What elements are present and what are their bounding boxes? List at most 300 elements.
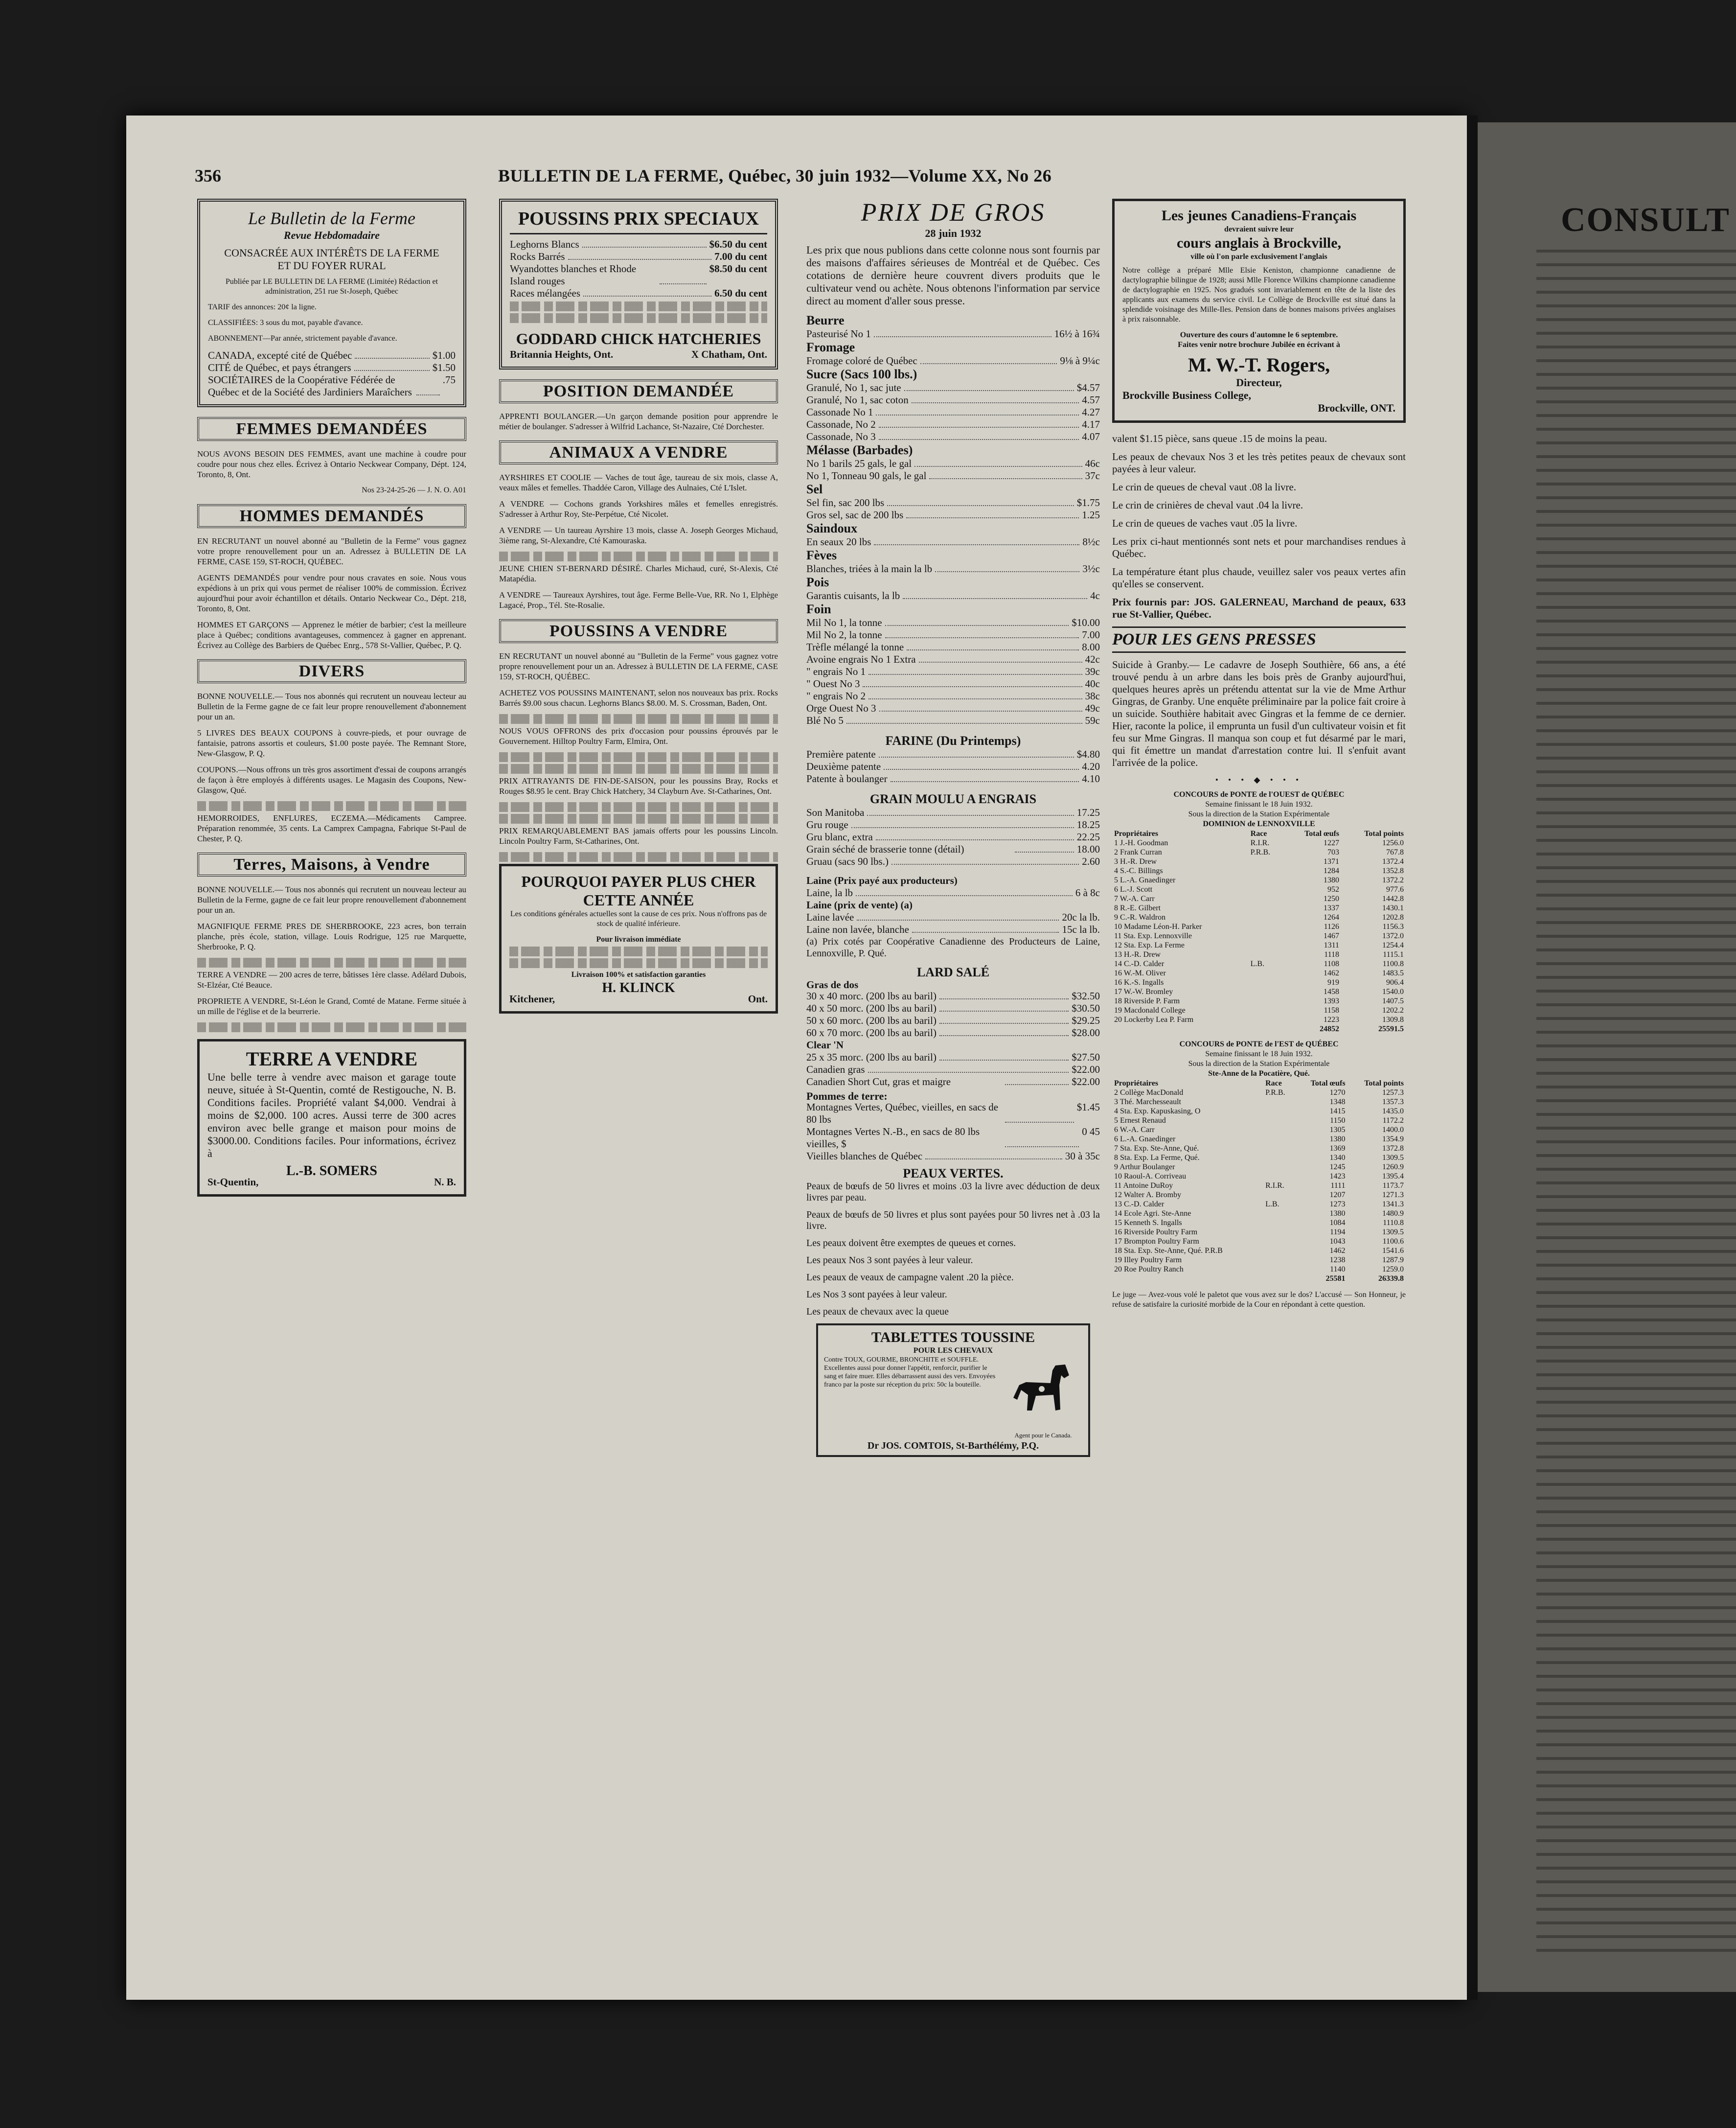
table-row [1112, 1181, 1406, 1190]
table-cell [1263, 1227, 1295, 1237]
masthead-classifiees: CLASSIFIÉES: 3 sous du mot, payable d'avance. [208, 319, 363, 327]
table-row [1112, 1134, 1406, 1144]
table-cell: Race [1250, 830, 1267, 838]
table-cell [1263, 1134, 1295, 1144]
table-row [1112, 996, 1406, 1006]
table-cell: 1115.1 [1383, 950, 1404, 959]
classified-ad: AGENTS DEMANDÉS pour vendre pour nous cravates en soie. Nous vous expédions à un prix qui vous permet de réaliser 100% de commission. Écrivez aujourd'hui pour avoir échantillon et détails. Ontario Neckwear Co., Dépt. 218, Toronto, 8, Ont. [197, 573, 466, 613]
price-row: Gros sel, sac de 200 lbs 1.25 [806, 509, 1100, 521]
masthead-name: Le Bulletin de la Ferme [248, 208, 415, 228]
table-cell [1263, 1097, 1295, 1107]
section-heading-animaux: ANIMAUX A VENDRE [499, 440, 778, 464]
table-cell: 1458 [1324, 988, 1340, 996]
price-row: " engrais No 1 39c [806, 666, 1100, 677]
table-cell: L.B. [1250, 960, 1265, 968]
table-cell: 20 Lockerby Lea P. Farm [1114, 1016, 1194, 1024]
table-row [1112, 857, 1406, 866]
table-cell: P.R.B. [1250, 848, 1271, 856]
ad-body: Les conditions générales actuelles sont la cause de ces prix. Nous n'offrons pas de stock de qualité inférieure. [510, 910, 767, 928]
table-cell [1263, 1153, 1295, 1162]
table-row [1112, 1190, 1406, 1200]
table-cell: 1357.3 [1382, 1098, 1404, 1106]
table-row [1112, 1172, 1406, 1181]
price-row: Mil No 2, la tonne 7.00 [806, 629, 1100, 641]
table-cell: 5 L.-A. Gnaedinger [1114, 876, 1176, 884]
table-cell: 1100.8 [1382, 960, 1404, 968]
column-2 [499, 199, 778, 1023]
table-cell [1249, 978, 1284, 987]
table-cell [1249, 894, 1284, 903]
price-group: Beurre Pasteurisé No 1 16½ à 16¾ [806, 313, 1100, 340]
table-row [1112, 922, 1406, 931]
table-cell [1263, 1172, 1295, 1181]
illegible-text [499, 714, 778, 724]
illegible-text [1536, 250, 1736, 1963]
table-cell: 1284 [1324, 867, 1340, 875]
table-cell: 1223 [1324, 1016, 1340, 1024]
lard-sub: Gras de dos [806, 979, 859, 991]
table-cell: 1483.5 [1382, 969, 1404, 977]
table-cell [1263, 1246, 1295, 1255]
classified-ad: EN RECRUTANT un nouvel abonné au "Bulletin de la Ferme" vous gagnez votre propre renouvellement pour un an. Adressez à BULLETIN DE LA FERME, CASE 159, ST-ROCH, QUÉBEC. [197, 536, 466, 566]
classified-ad: HEMORROIDES, ENFLURES, ECZEMA.—Médicaments Campree. Préparation renommée, 35 cents. La Camprex Campagna, Fabrique St-Paul de Chester, P. Q. [197, 813, 466, 843]
section-heading-position: POSITION DEMANDÉE [499, 379, 778, 403]
concours-ouest-title: CONCOURS de PONTE de l'OUEST de QUÉBEC [1173, 790, 1345, 799]
table-cell: 9 C.-R. Waldron [1114, 913, 1166, 922]
table-cell [1249, 857, 1284, 866]
classified-ad: 5 LIVRES DES BEAUX COUPONS à couvre-pieds, et pour ouvrage de fantaisie, patrons assortis et couleurs, $1.00 poste payée. The Remnant Store, New-Glasgow, P. Q. [197, 728, 466, 758]
illegible-text [509, 958, 768, 968]
ad-line4: ville où l'on parle exclusivement l'anglais [1190, 253, 1327, 261]
price-row: Mil No 1, la tonne $10.00 [806, 617, 1100, 628]
price-row: " Ouest No 3 40c [806, 678, 1100, 690]
table-cell [1263, 1162, 1295, 1172]
price-row: En seaux 20 lbs 8½c [806, 536, 1100, 548]
table-row [1112, 1116, 1406, 1125]
classified-ad: COUPONS.—Nous offrons un très gros assortiment d'essai de coupons arrangés de façon à être employés à différents usages. Le Magasin des Coupons, New-Glasgow, Qué. [197, 765, 466, 795]
table-cell: 3 Thé. Marchesseault [1114, 1098, 1181, 1106]
ad-sub: Pour livraison immédiate [596, 935, 681, 944]
price-row: 40 x 50 morc. (200 lbs au baril) $30.50 [806, 1002, 1100, 1014]
table-cell: Total points [1364, 1079, 1404, 1087]
table-cell: 2 Frank Curran [1114, 848, 1162, 856]
table-cell [1249, 885, 1284, 894]
classified-ad: TERRE A VENDRE — 200 acres de terre, bâtisses 1ère classe. Adélard Dubois, St-Elzéar, Cté Beauce. [197, 970, 466, 990]
poussins-prix-speciaux-ad [499, 199, 778, 370]
table-cell [1263, 1265, 1295, 1274]
price-group: Mélasse (Barbades) No 1 barils 25 gals, le gal 46c No 1, Tonneau 90 gals, le gal 37c [806, 443, 1100, 482]
price-row: Son Manitoba 17.25 [806, 807, 1100, 818]
table-cell: 1340 [1329, 1154, 1346, 1162]
table-cell: 1348 [1329, 1098, 1346, 1106]
table-cell: 1372.0 [1382, 932, 1404, 940]
gens-presses-text: Suicide à Granby.— Le cadavre de Joseph Southière, 66 ans, a été trouvé pendu à un arbre dans les bois près de Granby aujourd'hui, quelques heures après un prétendu attentat sur la vie de Mme Arthur Gingras, de Granby. Une enquête préliminaire par la police fait croire à un suicide. Southière habitait avec Gingras et la femme de ce dernier. Hier, raconte la police, il emprunta un fusil d'un cultivateur voisin et fit feu sur Mme Gingras. Il manqua son coup et fut désarmé par le mari, qui fit émettre un mandat d'arrestation contre lui. Il s'enfuit avant l'arrivée de la police. [1112, 659, 1406, 768]
table-cell: P.R.B. [1265, 1088, 1285, 1097]
table-cell: 1309.5 [1382, 1154, 1404, 1162]
table-row [1112, 1265, 1406, 1274]
table-cell: 1337 [1324, 904, 1340, 912]
adjacent-page [1478, 122, 1736, 1992]
table-row [1112, 1162, 1406, 1172]
classified-ad: HOMMES ET GARÇONS — Apprenez le métier de barbier; c'est la meilleure place à Québec; conditions avantageuses, commencez à gagner en apprenant. Écrivez au Collège des Barbiers de Québec Enrg., 578 St-Vallier, Québec, P. Q. [197, 620, 466, 650]
section-heading-terres: Terres, Maisons, à Vendre [197, 853, 466, 877]
table-cell: 6 L.-A. Gnaedinger [1114, 1135, 1176, 1143]
table-cell: R.I.R. [1265, 1181, 1284, 1190]
concours-est-title: CONCOURS de PONTE de l'EST de QUÉBEC [1179, 1040, 1339, 1048]
concours-est-sub: Sous la direction de la Station Expérimentale [1188, 1060, 1330, 1068]
table-cell: 1273 [1329, 1200, 1346, 1208]
table-cell: 1480.9 [1382, 1209, 1404, 1218]
table-cell: 12 Sta. Exp. La Ferme [1114, 941, 1185, 949]
ad-note: Livraison 100% et satisfaction garanties [571, 971, 706, 979]
ad-sub: POUR LES CHEVAUX [913, 1346, 993, 1355]
classified-ad: AYRSHIRES ET COOLIE — Vaches de tout âge, taureau de six mois, classe A, veaux mâles et femelles. Thaddée Caron, Village des Aulnaies, Cté L'Islet. [499, 473, 778, 492]
table-cell [1263, 1125, 1295, 1134]
illegible-text [499, 764, 778, 774]
price-row: Gru blanc, extra 22.25 [806, 831, 1100, 843]
table-cell: 4 Sta. Exp. Kapuskasing, O [1114, 1107, 1201, 1115]
ad-line3: cours anglais à Brockville, [1176, 235, 1342, 251]
classified-ad: BONNE NOUVELLE.— Tous nos abonnés qui recrutent un nouveau lecteur au Bulletin de la Ferme, gagne de ce fait leur propre renouvellement d'abonnement pour un an. [197, 885, 466, 915]
table-row [1112, 1227, 1406, 1237]
illegible-text [197, 801, 466, 811]
table-cell: 11 Sta. Exp. Lennoxville [1114, 932, 1192, 940]
table-cell: 14 C.-D. Calder [1114, 960, 1165, 968]
ad-heading: POURQUOI PAYER PLUS CHER CETTE ANNÉE [521, 873, 756, 909]
table-cell: 1400.0 [1382, 1126, 1404, 1134]
table-cell: 1305 [1329, 1126, 1346, 1134]
table-row [1112, 1246, 1406, 1255]
table-cell: 1110.8 [1383, 1219, 1404, 1227]
price-row: Gruau (sacs 90 lbs.) 2.60 [806, 856, 1100, 867]
table-cell: 16 K.-S. Ingalls [1114, 978, 1164, 987]
table-cell: 1111 [1330, 1181, 1346, 1190]
table-cell: 6 L.-J. Scott [1114, 885, 1153, 894]
table-row [1112, 950, 1406, 959]
ad-city: Brockville, ONT. [1318, 402, 1395, 414]
masthead-subtitle: Revue Hebdomadaire [283, 229, 380, 241]
ad-brochure: Faites venir notre brochure Jubilée en écrivant à [1178, 341, 1340, 349]
table-cell: 1194 [1330, 1228, 1346, 1236]
table-row [1112, 894, 1406, 903]
concours-ouest-table [1112, 829, 1406, 1034]
prix-de-gros-intro: Les prix que nous publions dans cette colonne nous sont fournis par des maisons d'affaires sérieuses de Montréal et de Québec. Ces cotations de dernière heure couvrent divers produits que le cultivateur vend ou achète. Nous obtenons l'information par service direct au moment d'aller sous presse. [806, 244, 1100, 307]
table-cell: 1423 [1329, 1172, 1346, 1180]
table-cell: 7 W.-A. Carr [1114, 895, 1155, 903]
masthead-abonnement: ABONNEMENT—Par année, strictement payable d'avance. [208, 334, 397, 343]
table-cell: 15 Kenneth S. Ingalls [1114, 1219, 1182, 1227]
price-row: Laine non lavée, blanche 15c la lb. [806, 924, 1100, 935]
page-gutter [1467, 116, 1478, 2000]
masthead-motto: CONSACRÉE AUX INTÉRÊTS DE LA FERME ET DU FOYER RURAL [224, 247, 439, 272]
classified-ad: PRIX REMARQUABLEMENT BAS jamais offerts pour les poussins Lincoln. Lincoln Poultry Farm, St-Catharines, Ont. [499, 826, 778, 846]
table-cell: 25591.5 [1378, 1025, 1404, 1033]
table-cell: 16 Riverside Poultry Farm [1114, 1228, 1198, 1236]
table-row [1112, 1153, 1406, 1162]
table-row [1112, 913, 1406, 922]
price-row: Première patente $4.80 [806, 748, 1100, 760]
table-cell: 977.6 [1386, 885, 1404, 894]
masthead-tarif: TARIF des annonces: 20¢ la ligne. [208, 303, 317, 311]
table-cell: 1371 [1324, 857, 1340, 866]
illegible-text [499, 852, 778, 862]
table-row [1112, 1015, 1406, 1024]
table-cell: 1202.8 [1382, 913, 1404, 922]
classified-ad: EN RECRUTANT un nouvel abonné au "Bulletin de la Ferme" vous gagnez votre propre renouvellement pour un an. Adressez à BULLETIN DE LA FERME, CASE 159, ST-ROCH, QUÉBEC. [499, 651, 778, 681]
table-cell: 1287.9 [1382, 1256, 1404, 1264]
table-cell: 2 Collège MacDonald [1114, 1088, 1184, 1097]
horse-icon [1006, 1356, 1080, 1429]
table-cell: 1380 [1324, 876, 1340, 884]
table-cell: 19 Macdonald College [1114, 1006, 1186, 1015]
page-header [126, 165, 1467, 190]
table-cell: 1435.0 [1382, 1107, 1404, 1115]
classified-ad: NOUS VOUS OFFRONS des prix d'occasion pour poussins éprouvés par le Gouvernement. Hilltop Poultry Farm, Elmira, Ont. [499, 726, 778, 746]
table-cell: 1173.7 [1382, 1181, 1404, 1190]
table-row [1112, 866, 1406, 876]
table-cell: Total œufs [1310, 1079, 1346, 1087]
table-cell: Total œufs [1304, 830, 1340, 838]
concours-ouest-sub: Semaine finissant le 18 Juin 1932. [1205, 800, 1313, 809]
price-group: Saindoux En seaux 20 lbs 8½c [806, 521, 1100, 548]
price-row: SOCIÉTAIRES de la Coopérative Fédérée de Québec et de la Société des Jardiniers Maraîchers .75 [208, 374, 456, 398]
price-row: 60 x 70 morc. (200 lbs au baril) $28.00 [806, 1027, 1100, 1039]
table-cell: 1462 [1329, 1247, 1346, 1255]
classified-ad: BONNE NOUVELLE.— Tous nos abonnés qui recrutent un nouveau lecteur au Bulletin de la Ferme gagne de ce fait leur propre renouvellement d'abonnement pour un an. [197, 692, 466, 721]
table-row [1112, 1200, 1406, 1209]
ad-role: Directeur, [1236, 376, 1282, 389]
price-row: Wyandottes blanches et Rhode Island rouges $8.50 du cent [510, 263, 767, 287]
price-row: Laine (prix de vente) (a) [806, 899, 913, 911]
price-row: Blanches, triées à la main la lb 3½c [806, 563, 1100, 575]
table-cell: 1380 [1329, 1209, 1346, 1218]
table-header-row [1112, 829, 1406, 838]
brockville-ad [1112, 199, 1406, 423]
klinck-ad [499, 864, 778, 1014]
table-cell [1263, 1209, 1295, 1218]
table-row [1112, 876, 1406, 885]
ad-brand: GODDARD CHICK HATCHERIES [516, 330, 761, 347]
table-cell [1263, 1274, 1295, 1283]
table-cell: 1541.6 [1382, 1247, 1404, 1255]
table-cell [1249, 903, 1284, 913]
table-cell: 1100.6 [1382, 1237, 1404, 1246]
table-cell [1249, 1006, 1284, 1015]
table-cell: 3 H.-R. Drew [1114, 857, 1157, 866]
price-row: Trèfle mélangé la tonne 8.00 [806, 641, 1100, 653]
table-cell [1249, 1015, 1284, 1024]
table-cell: 1393 [1324, 997, 1340, 1005]
table-cell: 19 Illey Poultry Farm [1114, 1256, 1182, 1264]
table-cell: 1430.1 [1382, 904, 1404, 912]
price-row: 50 x 60 morc. (200 lbs au baril) $29.25 [806, 1015, 1100, 1026]
farine-heading: FARINE (Du Printemps) [885, 734, 1021, 748]
ad-heading: POUSSINS PRIX SPECIAUX [510, 208, 767, 234]
price-row: Avoine engrais No 1 Extra 42c [806, 653, 1100, 665]
table-cell [1263, 1107, 1295, 1116]
table-cell [1249, 922, 1284, 931]
table-cell: 13 H.-R. Drew [1114, 950, 1161, 959]
laine-section [806, 875, 1100, 959]
table-cell: 16 W.-M. Oliver [1114, 969, 1166, 977]
table-cell: 1352.8 [1382, 867, 1404, 875]
table-cell [1263, 1116, 1295, 1125]
table-cell: 1372.8 [1382, 1144, 1404, 1153]
table-row [1112, 1209, 1406, 1218]
ad-name: M. W.-T. Rogers, [1188, 354, 1330, 376]
classified-ad: ACHETEZ VOS POUSSINS MAINTENANT, selon nos nouveaux bas prix. Rocks Barrés $9.00 sous chacun. Leghorns Blancs $8.00. M. S. Crossman, Baden, Ont. [499, 688, 778, 708]
table-cell: 1372.2 [1382, 876, 1404, 884]
table-cell [1249, 987, 1284, 996]
table-row [1112, 978, 1406, 987]
page-number: 356 [195, 166, 221, 185]
table-cell: 1227 [1324, 839, 1340, 847]
table-row [1112, 848, 1406, 857]
table-cell: 1250 [1324, 895, 1340, 903]
masthead-publisher: Publiée par LE BULLETIN DE LA FERME (Limitée) Rédaction et administration, 251 rue St-Joseph, Québec [225, 278, 438, 296]
table-cell: 7 Sta. Exp. Ste-Anne, Qué. [1114, 1144, 1199, 1153]
prix-de-gros-title: PRIX DE GROS [861, 199, 1046, 227]
table-cell: 1156.3 [1382, 923, 1404, 931]
price-row: " engrais No 2 38c [806, 690, 1100, 702]
table-cell: 1126 [1324, 923, 1340, 931]
table-cell [1249, 941, 1284, 950]
price-row: CANADA, excepté cité de Québec $1.00 [208, 349, 456, 361]
price-row: Cassonade, No 3 4.07 [806, 431, 1100, 442]
table-cell: 17 Brompton Poultry Farm [1114, 1237, 1199, 1246]
table-row [1112, 1107, 1406, 1116]
table-row [1112, 1144, 1406, 1153]
table-cell: Propriétaires [1114, 1079, 1159, 1087]
prix-de-gros-date: 28 juin 1932 [925, 227, 982, 239]
table-cell: 1380 [1329, 1135, 1346, 1143]
price-group: Fèves Blanches, triées à la main la lb 3½c [806, 548, 1100, 575]
table-cell: 1 J.-H. Goodman [1114, 839, 1168, 847]
concours-est-sub: Ste-Anne de la Pocatière, Qué. [1208, 1069, 1310, 1078]
table-cell: 1158 [1324, 1006, 1340, 1015]
table-cell: 1118 [1324, 950, 1340, 959]
table-row [1112, 941, 1406, 950]
concours-ouest-sub: Sous la direction de la Station Expérimentale [1188, 810, 1330, 818]
table-cell: 1150 [1330, 1116, 1346, 1125]
table-row [1112, 1237, 1406, 1246]
pommes-heading: Pommes de terre: [806, 1090, 888, 1102]
classified-ad: PRIX ATTRAYANTS DE FIN-DE-SAISON, pour les poussins Bray, Rocks et Rouges $8.95 le cent. Bray Chick Hatchery, 34 Clayburn Ave. St-Catharines, Ont. [499, 776, 778, 796]
table-cell: 26339.8 [1378, 1274, 1404, 1283]
peaux-text: Peaux de bœufs de 50 livres et moins .03 la livre avec déduction de deux livres par peau. Peaux de bœufs de 50 livres et plus sont payées pour 50 livres net à .03 la livre. Les peaux doivent être exemptes de queues et cornes. Les peaux Nos 3 sont payées à leur valeur. Les peaux de veaux de campagne valent .20 la pièce. Les Nos 3 sont payées à leur valeur. Les peaux de chevaux avec la queue [806, 1181, 1100, 1317]
illegible-text [197, 1022, 466, 1032]
table-cell: 1254.4 [1382, 941, 1404, 949]
table-cell: 1372.4 [1382, 857, 1404, 866]
joke-text: Le juge — Avez-vous volé le paletot que vous avez sur le dos? L'accusé — Son Honneur, je refuse de satisfaire la curiosité morbide de la Cour en répondant à cette question. [1112, 1291, 1406, 1309]
price-row: Clear 'N [806, 1039, 844, 1051]
table-cell: 1172.2 [1382, 1116, 1404, 1125]
price-row: Blé No 5 59c [806, 715, 1100, 726]
classified-ad: A VENDRE — Taureaux Ayrshires, tout âge. Ferme Belle-Vue, RR. No 1, Elphège Lagacé, Prop., Tél. Ste-Rosalie. [499, 590, 778, 610]
ad-body: Notre collège a préparé Mlle Elsie Keniston, championne canadienne de dactylographie bilingue de 1928; aussi Mlle Florence Wilkins championne canadienne de dactylographie en 1925. Nos gradués sont invariablement en tête de la liste des applicants aux examens du service civil. Le Collège de Brockville est situé dans la splendide voisinage des Mille-Iles. Pension dans de bonnes maisons privées anglaises à prix raisonnable. [1122, 266, 1395, 324]
section-heading-poussins: POUSSINS A VENDRE [499, 619, 778, 643]
grain-heading: GRAIN MOULU A ENGRAIS [869, 792, 1037, 806]
price-row: Gru rouge 18.25 [806, 819, 1100, 831]
table-cell: 1259.0 [1382, 1265, 1404, 1273]
ad-place-row: St-Quentin, N. B. [207, 1176, 456, 1188]
table-row [1112, 1006, 1406, 1015]
table-row [1112, 1088, 1406, 1097]
illegible-text [197, 958, 466, 968]
divider: • • • ◆ • • • [1215, 775, 1303, 785]
table-cell: R.I.R. [1250, 839, 1270, 847]
ad-ouverture: Ouverture des cours d'automne le 6 septembre. [1180, 331, 1338, 339]
ad-heading: TERRE A VENDRE [246, 1048, 418, 1070]
price-row: Deuxième patente 4.20 [806, 761, 1100, 772]
table-cell [1249, 996, 1284, 1006]
table-cell: L.B. [1265, 1200, 1279, 1208]
table-row [1112, 1097, 1406, 1107]
table-cell: 1467 [1324, 932, 1340, 940]
illegible-text [509, 947, 768, 956]
table-cell: 1260.9 [1382, 1163, 1404, 1171]
table-cell: 952 [1327, 885, 1340, 894]
ad-college: Brockville Business College, [1122, 389, 1251, 401]
table-cell: Total points [1364, 830, 1404, 838]
newspaper-page [126, 116, 1467, 2000]
table-cell: 1270 [1329, 1088, 1346, 1097]
table-total-row [1112, 1274, 1406, 1283]
table-cell: 1341.3 [1382, 1200, 1404, 1208]
gens-presses-heading: POUR LES GENS PRESSES [1112, 626, 1406, 653]
price-group: Fromage Fromage coloré de Québec 9⅛ à 9¼c [806, 340, 1100, 367]
table-cell [1263, 1255, 1295, 1265]
table-cell: 8 Sta. Exp. La Ferme, Qué. [1114, 1154, 1200, 1162]
table-cell: 1202.2 [1382, 1006, 1404, 1015]
ad-location-row: Britannia Heights, Ont. X Chatham, Ont. [510, 348, 767, 360]
terre-a-vendre-ad [197, 1039, 466, 1197]
table-row [1112, 838, 1406, 848]
table-cell [1249, 950, 1284, 959]
table-cell [1112, 1274, 1263, 1283]
table-cell [1249, 913, 1284, 922]
table-cell: 1257.3 [1382, 1088, 1404, 1097]
laine-note: (a) Prix cotés par Coopérative Canadienne des Producteurs de Laine, Lennoxville, P. Qué. [806, 936, 1100, 959]
ad-name: L.-B. SOMERS [286, 1163, 377, 1179]
table-cell: 1395.4 [1382, 1172, 1404, 1180]
price-row: 25 x 35 morc. (200 lbs au baril) $27.50 [806, 1051, 1100, 1063]
table-cell: 1462 [1324, 969, 1340, 977]
table-cell: 1140 [1330, 1265, 1346, 1273]
concours-est-table [1112, 1079, 1406, 1283]
table-row [1112, 987, 1406, 996]
table-cell: 18 Sta. Exp. Ste-Anne, Qué. P.R.B [1114, 1247, 1223, 1255]
table-cell: 25581 [1325, 1274, 1346, 1283]
ad-heading: Les jeunes Canadiens-Français [1161, 208, 1357, 224]
table-cell: 1309.5 [1382, 1228, 1404, 1236]
table-cell [1263, 1190, 1295, 1200]
peaux-continued: valent $1.15 pièce, sans queue .15 de moins la peau. Les peaux de chevaux Nos 3 et les très petites peaux de chevaux sont payées à leur valeur. Le crin de queues de cheval vaut .08 la livre. Le crin de crinières de cheval vaut .04 la livre. Le crin de queues de vaches vaut .05 la livre. Les prix ci-haut mentionnés sont nets et pour marchandises rendues à Québec. La température étant plus chaude, veuillez saler vos peaux vertes afin qu'elles se conservent. Prix fournis par: JOS. GALERNEAU, Marchand de peaux, 633 rue St-Vallier, Québec. [1112, 433, 1406, 620]
table-cell: 1264 [1324, 913, 1340, 922]
price-group: Pois Garantis cuisants, la lb 4c [806, 575, 1100, 601]
section-heading-hommes: HOMMES DEMANDÉS [197, 504, 466, 528]
illegible-text [499, 814, 778, 824]
price-row: Granulé, No 1, sac jute $4.57 [806, 382, 1100, 393]
price-row: No 1 barils 25 gals, le gal 46c [806, 458, 1100, 469]
price-row: Granulé, No 1, sac coton 4.57 [806, 394, 1100, 406]
table-cell: 1108 [1324, 960, 1340, 968]
table-cell: 10 Raoul-A. Corriveau [1114, 1172, 1187, 1180]
table-cell [1249, 866, 1284, 876]
classified-ad: PROPRIETE A VENDRE, St-Léon le Grand, Comté de Matane. Ferme située à un mille de l'église et de la beurrerie. [197, 996, 466, 1016]
classified-ad: NOUS AVONS BESOIN DES FEMMES, avant une machine à coudre pour coudre pour nous chez elles. Écrivez à Ontario Neckwear Company, Dépt. 124, Toronto, 8, Ont. [197, 449, 466, 479]
price-row: Cassonade, No 2 4.17 [806, 418, 1100, 430]
